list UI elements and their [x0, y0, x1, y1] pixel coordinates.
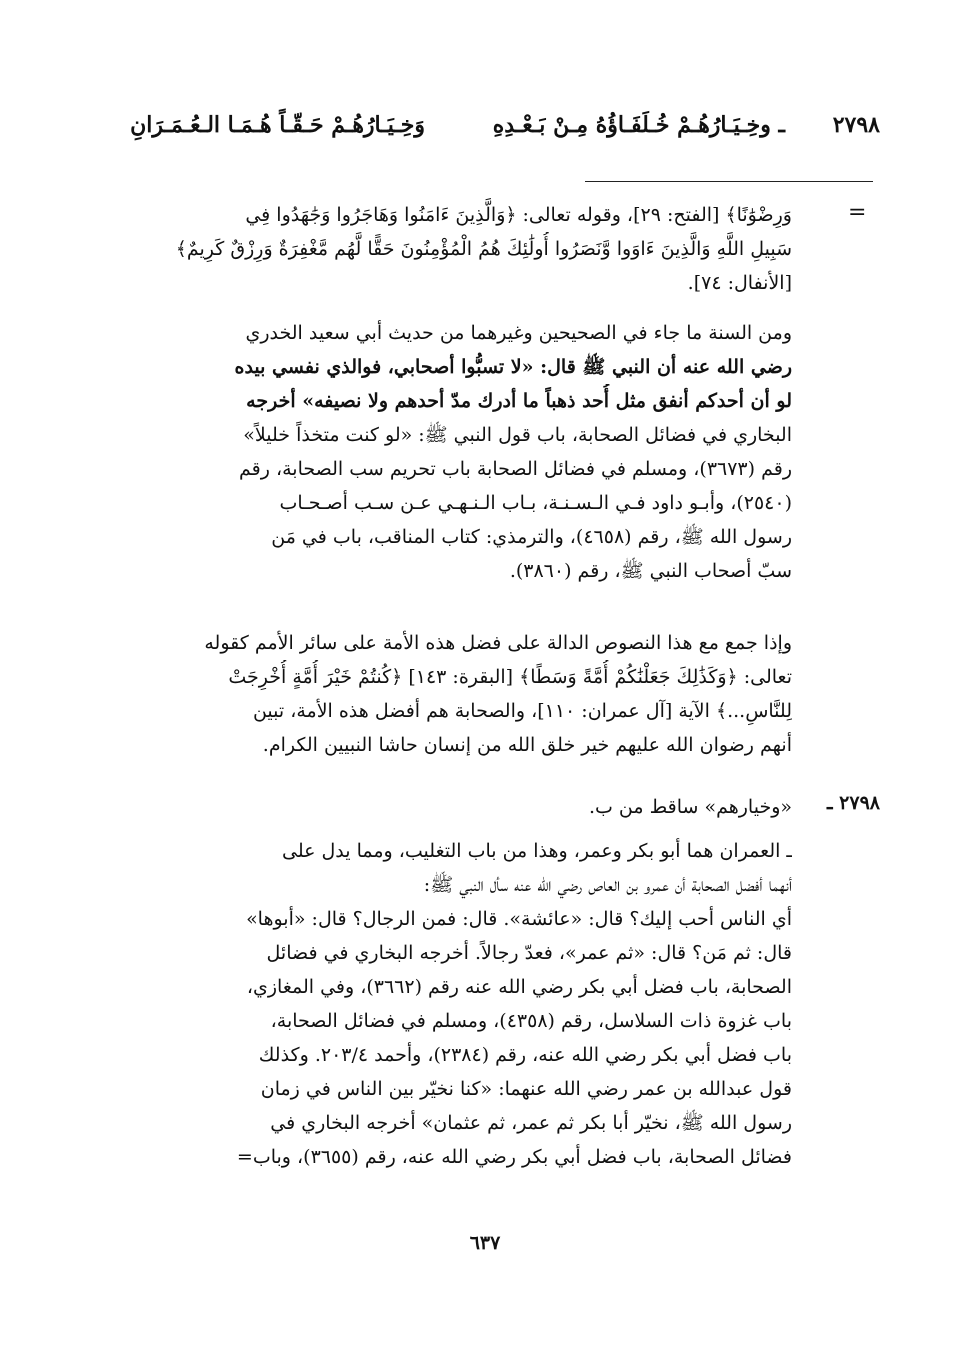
text-line: الصحابة، باب فضل أبي بكر رضي الله عنه رقم (٣٦٦٢)، وفي المغازي،	[246, 976, 792, 998]
text-line: أنهم رضوان الله عليهم خير خلق الله من إنسان حاشا النبيين الكرام.	[262, 734, 792, 756]
verse-number: ٢٧٩٨	[832, 112, 880, 138]
footnote-separator	[585, 181, 873, 182]
text-line: (٢٥٤٠)، وأبـو داود فـي الـسـنـة، بـاب الـنـهـي عـن سـب أصـحـاب	[279, 492, 792, 514]
text-line: سبّ أصحاب النبي ﷺ، رقم (٣٨٦٠).	[509, 560, 792, 582]
variant-note	[90, 790, 792, 824]
text-line: لو أن أحدكم أنفق مثل أُحد ذهباً ما أدرك مدّ أحدهم ولا نصيفه» أخرجه	[246, 390, 792, 412]
text-line: رسول الله ﷺ، نخيّر أبا بكر ثم عمر، ثم عثمان» أخرجه البخاري في	[270, 1112, 792, 1134]
continuation-marker: =	[848, 200, 867, 225]
text-line: «وخيارهم» ساقط من ب.	[588, 796, 792, 818]
text-line: قال: ثم مَن؟ قال: «ثم عمر»، فعدّ رجالاً. أخرجه البخاري في فضائل	[266, 942, 792, 964]
text-line: باب فضل أبي بكر رضي الله عنه، رقم (٢٣٨٤)، وأحمد ٢٠٣/٤. وكذلك	[258, 1044, 792, 1066]
paragraph-umaran	[90, 834, 792, 1174]
text-line: ـ العمران هما أبو بكر وعمر، وهذا من باب التغليب، ومما يدل على	[281, 840, 792, 862]
text-line: وَرِضْوَٰنًا﴾ [الفتح: ٢٩]، وقوله تعالى: ﴿وَالَّذِينَ ءَامَنُوا وَهَاجَرُوا وَجَٰهَدُوا فِي	[245, 204, 792, 226]
text-line: سَبِيلِ اللَّهِ وَالَّذِينَ ءَاوَوا وَّنَصَرُوا أُولَٰئِكَ هُمُ الْمُؤْمِنُونَ حَقًّا لَّهُم مَّغْفِرَةٌ وَرِزْقٌ كَرِيمٌ﴾	[175, 238, 792, 260]
poem-verse	[80, 112, 880, 152]
text-line: لِلنَّاسِ...﴾ الآية [آل عمران: ١١٠]، والصحابة هم أفضل هذه الأمة، تبين	[252, 700, 792, 722]
text-line: [الأنفال: ٧٤].	[687, 272, 792, 294]
paragraph-ummah	[90, 626, 792, 762]
verse-first-hemistich: ـ وخِـيَـارُهُـمْ خُـلَفَـاؤُهُ مِـنْ بَـعْـدِهِ	[492, 112, 785, 138]
footnote-continued-verses	[90, 198, 792, 300]
text-line: تعالى: ﴿وَكَذَٰلِكَ جَعَلْنَٰكُمْ أُمَّةً وَسَطًا﴾ [البقرة: ١٤٣] ﴿كُنتُمْ خَيْرَ أُمَّةٍ أُخْرِجَتْ	[228, 666, 792, 688]
text-line: فضائل الصحابة، باب فضل أبي بكر رضي الله عنه، رقم (٣٦٥٥)، وباب=	[236, 1146, 792, 1168]
text-line: قول عبدالله بن عمر رضي الله عنهما: «كنا نخيّر بين الناس في زمان	[260, 1078, 792, 1100]
text-line: أي الناس أحب إليك؟ قال: «عائشة». قال: فمن الرجال؟ قال: «أبوها»	[246, 908, 792, 930]
text-line: رقم (٣٦٧٣)، ومسلم في فضائل الصحابة باب تحريم سب الصحابة، رقم	[239, 458, 792, 480]
note-number: ٢٧٩٨ ـ	[826, 792, 880, 814]
text-line: رضي الله عنه أن النبي ﷺ قال: «لا تسبُّوا أصحابي، فوالذي نفسي بيده	[234, 356, 792, 378]
paragraph-sunnah	[90, 316, 792, 588]
page-number: ٦٣٧	[469, 1232, 501, 1254]
text-line: باب غزوة ذات السلاسل، رقم (٤٣٥٨)، ومسلم في فضائل الصحابة،	[270, 1010, 792, 1032]
text-line: ومن السنة ما جاء في الصحيحين وغيرهما من حديث أبي سعيد الخدري	[245, 322, 792, 344]
text-line: البخاري في فضائل الصحابة، باب قول النبي ﷺ: «لو كنت متخذاً خليلاً»	[243, 424, 792, 446]
text-line: وإذا جمع مع هذا النصوص الدالة على فضل هذه الأمة على سائر الأمم كقوله	[204, 632, 792, 654]
verse-second-hemistich: وَخِـيَـارُهُـمْ حَـقّـاً هُـمَـا الـعُـمَـرَانِ	[130, 112, 425, 138]
text-line: أنهما أفضل الصحابة أن عمرو بن العاص رضي الله عنه سأل النبي ﷺ:	[423, 874, 792, 896]
text-line: رسول الله ﷺ، رقم (٤٦٥٨)، والترمذي: كتاب المناقب، باب في مَن	[271, 526, 792, 548]
